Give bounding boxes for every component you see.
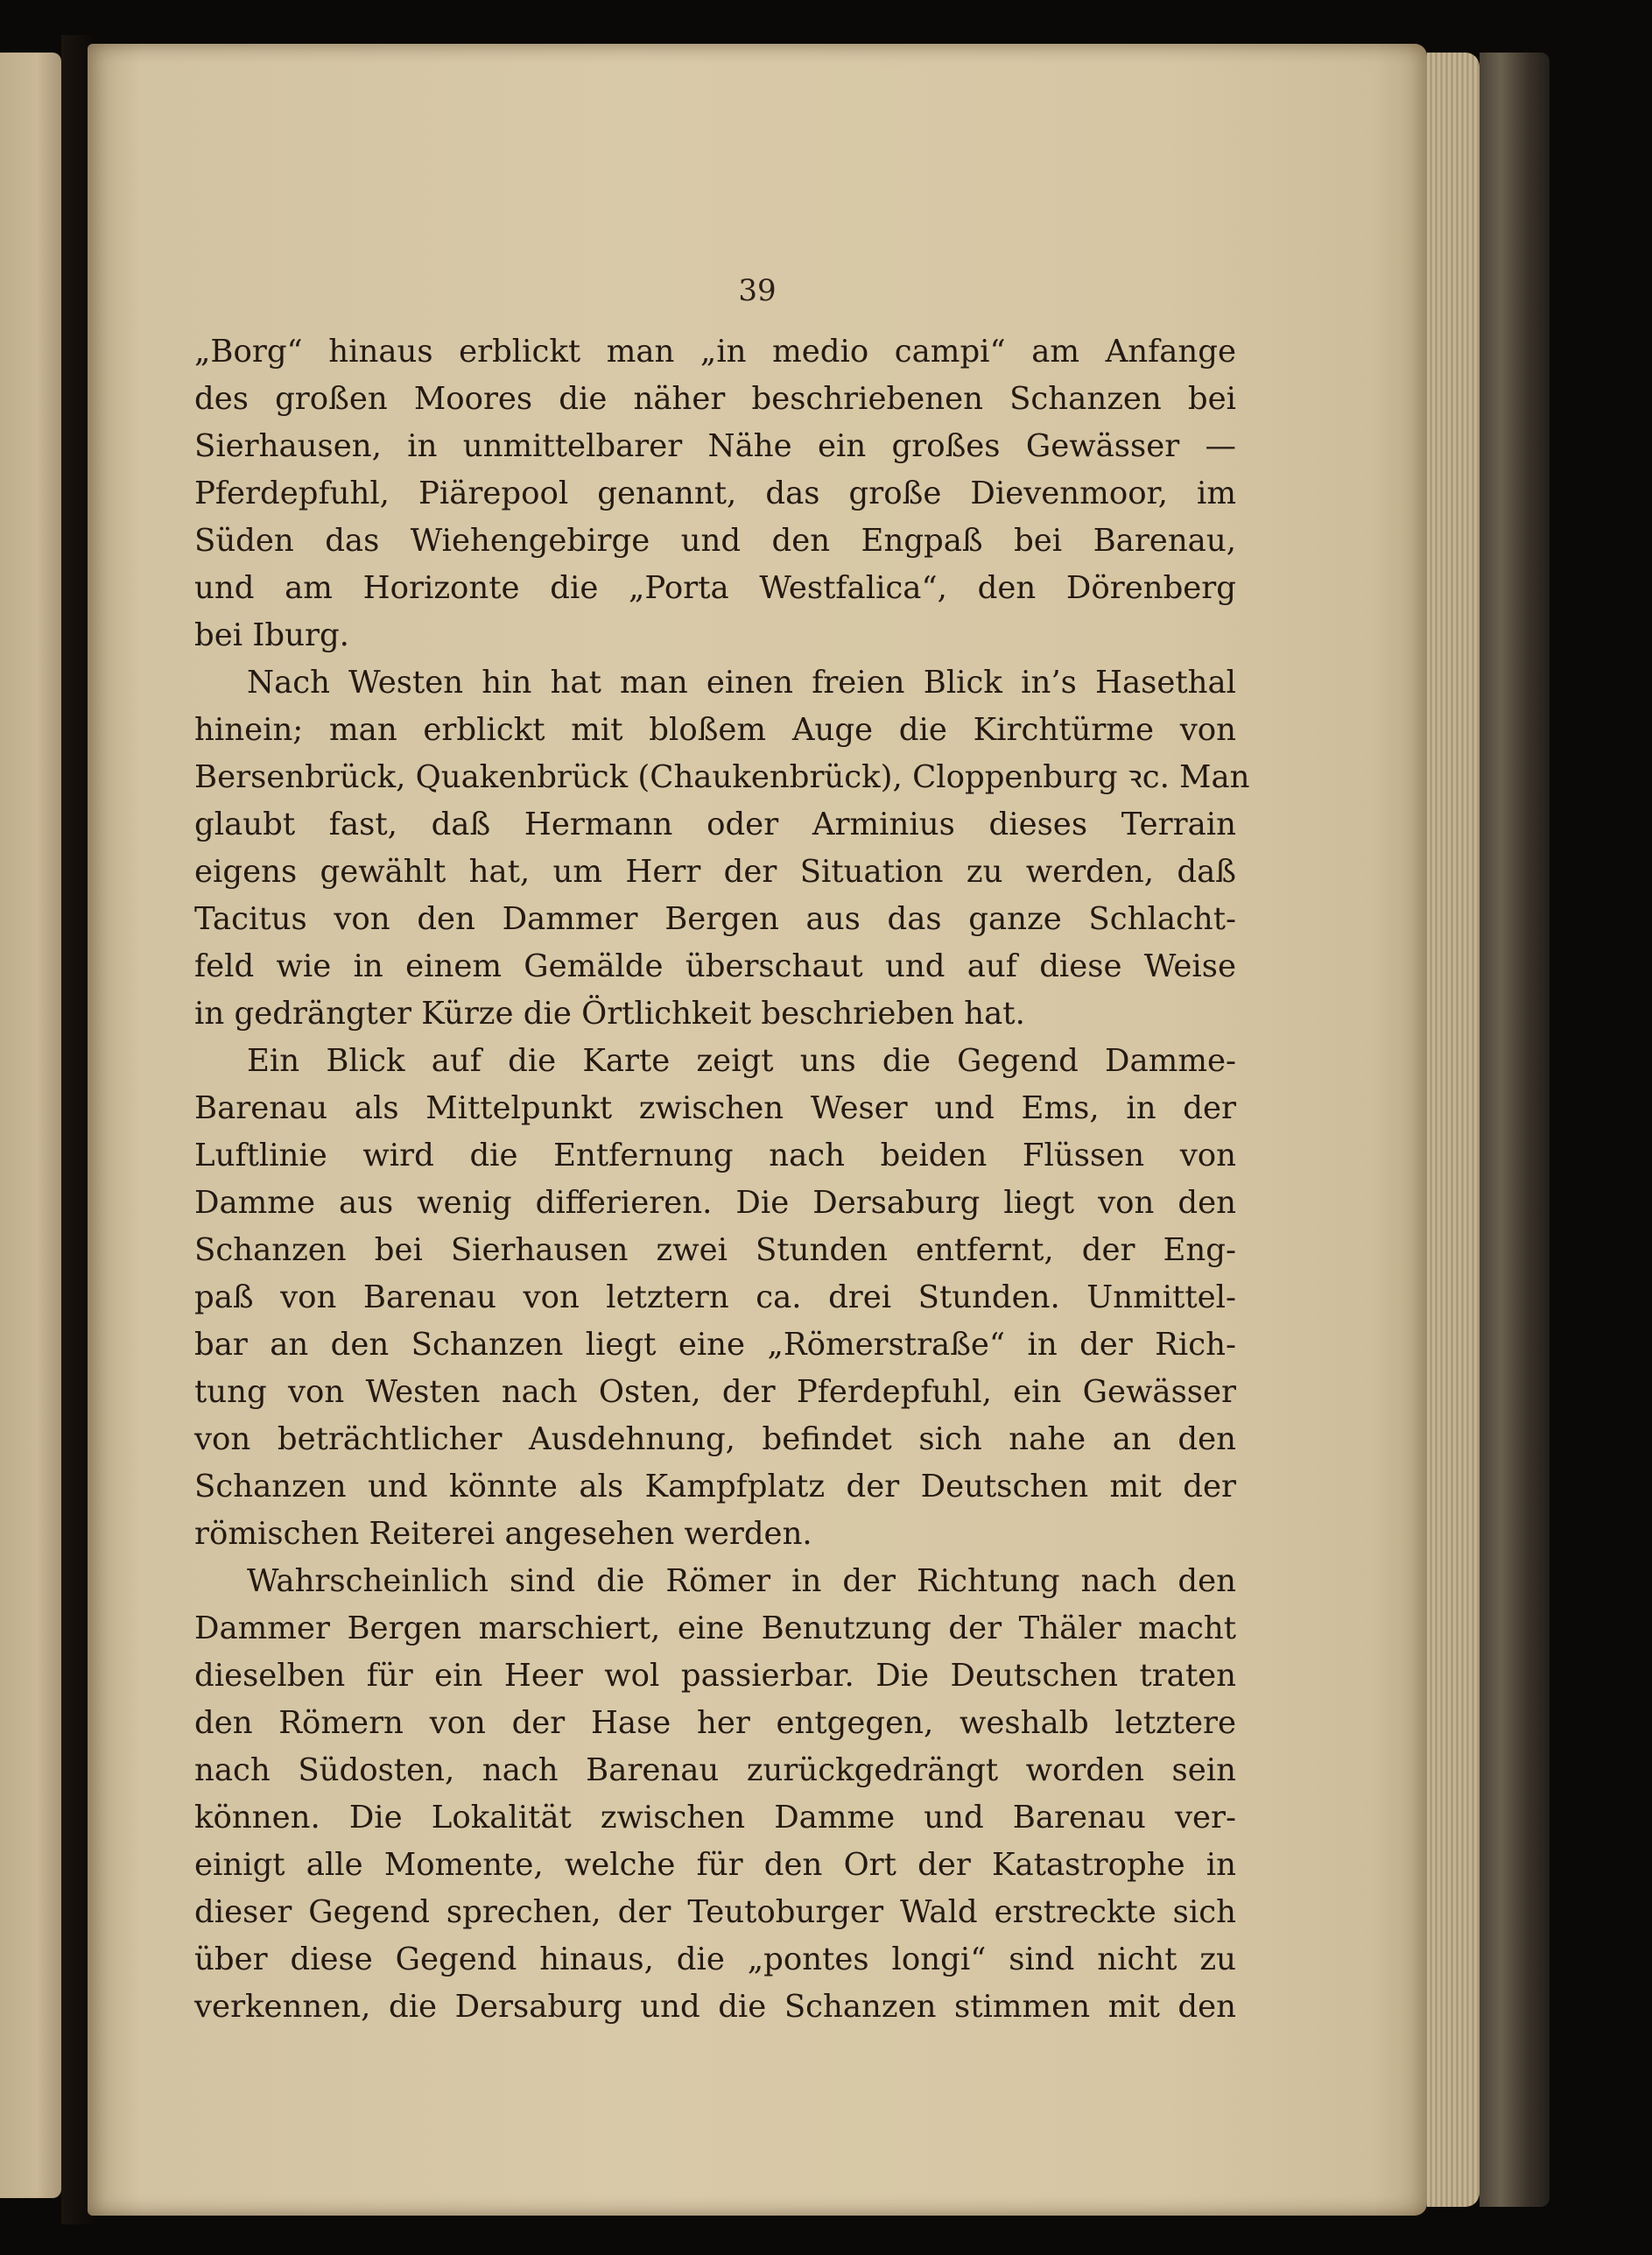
text-line: „Borg“ hinaus erblickt man „in medio campi“ am Anfange [194, 334, 1236, 370]
text-line: römischen Reiterei angesehen werden. [194, 1516, 812, 1552]
text-line: bar an den Schanzen liegt eine „Römerstraße“ in der Rich- [194, 1327, 1236, 1363]
text-line: können. Die Lokalität zwischen Damme und Barenau ver- [194, 1800, 1236, 1836]
text-line: Damme aus wenig differieren. Die Dersaburg liegt von den [194, 1185, 1236, 1221]
text-line: einigt alle Momente, welche für den Ort der Katastrophe in [194, 1847, 1236, 1883]
text-line: verkennen, die Dersaburg und die Schanzen stimmen mit den [194, 1989, 1236, 2025]
text-line: Tacitus von den Dammer Bergen aus das ganze Schlacht- [194, 901, 1236, 937]
text-line: des großen Moores die näher beschriebenen Schanzen bei [194, 381, 1236, 417]
text-line: über diese Gegend hinaus, die „pontes longi“ sind nicht zu [194, 1941, 1236, 1977]
text-line: dieser Gegend sprechen, der Teutoburger Wald erstreckte sich [194, 1894, 1236, 1930]
text-line: tung von Westen nach Osten, der Pferdepfuhl, ein Gewässer [194, 1374, 1236, 1410]
text-line: Barenau als Mittelpunkt zwischen Weser und Ems, in der [194, 1090, 1236, 1126]
book-page [88, 44, 1427, 2216]
page-number: 39 [738, 273, 777, 308]
text-line: Schanzen und könnte als Kampfplatz der Deutschen mit der [194, 1469, 1236, 1505]
page-edges [1427, 53, 1480, 2207]
text-line: feld wie in einem Gemälde überschaut und auf diese Weise [194, 948, 1236, 984]
text-line: glaubt fast, daß Hermann oder Arminius dieses Terrain [194, 807, 1236, 842]
left-page-edge [0, 53, 61, 2198]
text-line: dieselben für ein Heer wol passierbar. Die Deutschen traten [194, 1658, 1236, 1694]
text-line: eigens gewählt hat, um Herr der Situation zu werden, daß [194, 854, 1236, 890]
body-text [194, 328, 1250, 2031]
text-line: Luftlinie wird die Entfernung nach beiden Flüssen von [194, 1138, 1236, 1173]
text-line: Wahrscheinlich sind die Römer in der Richtung nach den [247, 1563, 1236, 1599]
text-line: Sierhausen, in unmittelbarer Nähe ein großes Gewässer — [194, 428, 1236, 464]
text-line: Schanzen bei Sierhausen zwei Stunden entfernt, der Eng- [194, 1232, 1236, 1268]
text-line: Pferdepfuhl, Piärepool genannt, das große Dievenmoor, im [194, 476, 1236, 511]
text-line: hinein; man erblickt mit bloßem Auge die Kirchtürme von [194, 712, 1236, 748]
text-line: Bersenbrück, Quakenbrück (Chaukenbrück), Cloppenburg ꝛc. Man [194, 759, 1250, 795]
text-line: bei Iburg. [194, 617, 349, 653]
text-line: Ein Blick auf die Karte zeigt uns die Gegend Damme- [247, 1043, 1236, 1079]
text-line: den Römern von der Hase her entgegen, weshalb letztere [194, 1705, 1236, 1741]
text-line: von beträchtlicher Ausdehnung, befindet sich nahe an den [194, 1421, 1236, 1457]
text-line: und am Horizonte die „Porta Westfalica“, den Dörenberg [194, 570, 1236, 606]
text-line: Süden das Wiehengebirge und den Engpaß bei Barenau, [194, 523, 1236, 559]
text-line: in gedrängter Kürze die Örtlichkeit beschrieben hat. [194, 996, 1025, 1032]
text-line: Nach Westen hin hat man einen freien Blick in’s Hasethal [247, 665, 1236, 701]
text-line: nach Südosten, nach Barenau zurückgedrängt worden sein [194, 1752, 1236, 1788]
book-cover-edge [1480, 53, 1550, 2207]
text-line: Dammer Bergen marschiert, eine Benutzung der Thäler macht [194, 1610, 1236, 1646]
text-line: paß von Barenau von letztern ca. drei Stunden. Unmittel- [194, 1279, 1236, 1315]
